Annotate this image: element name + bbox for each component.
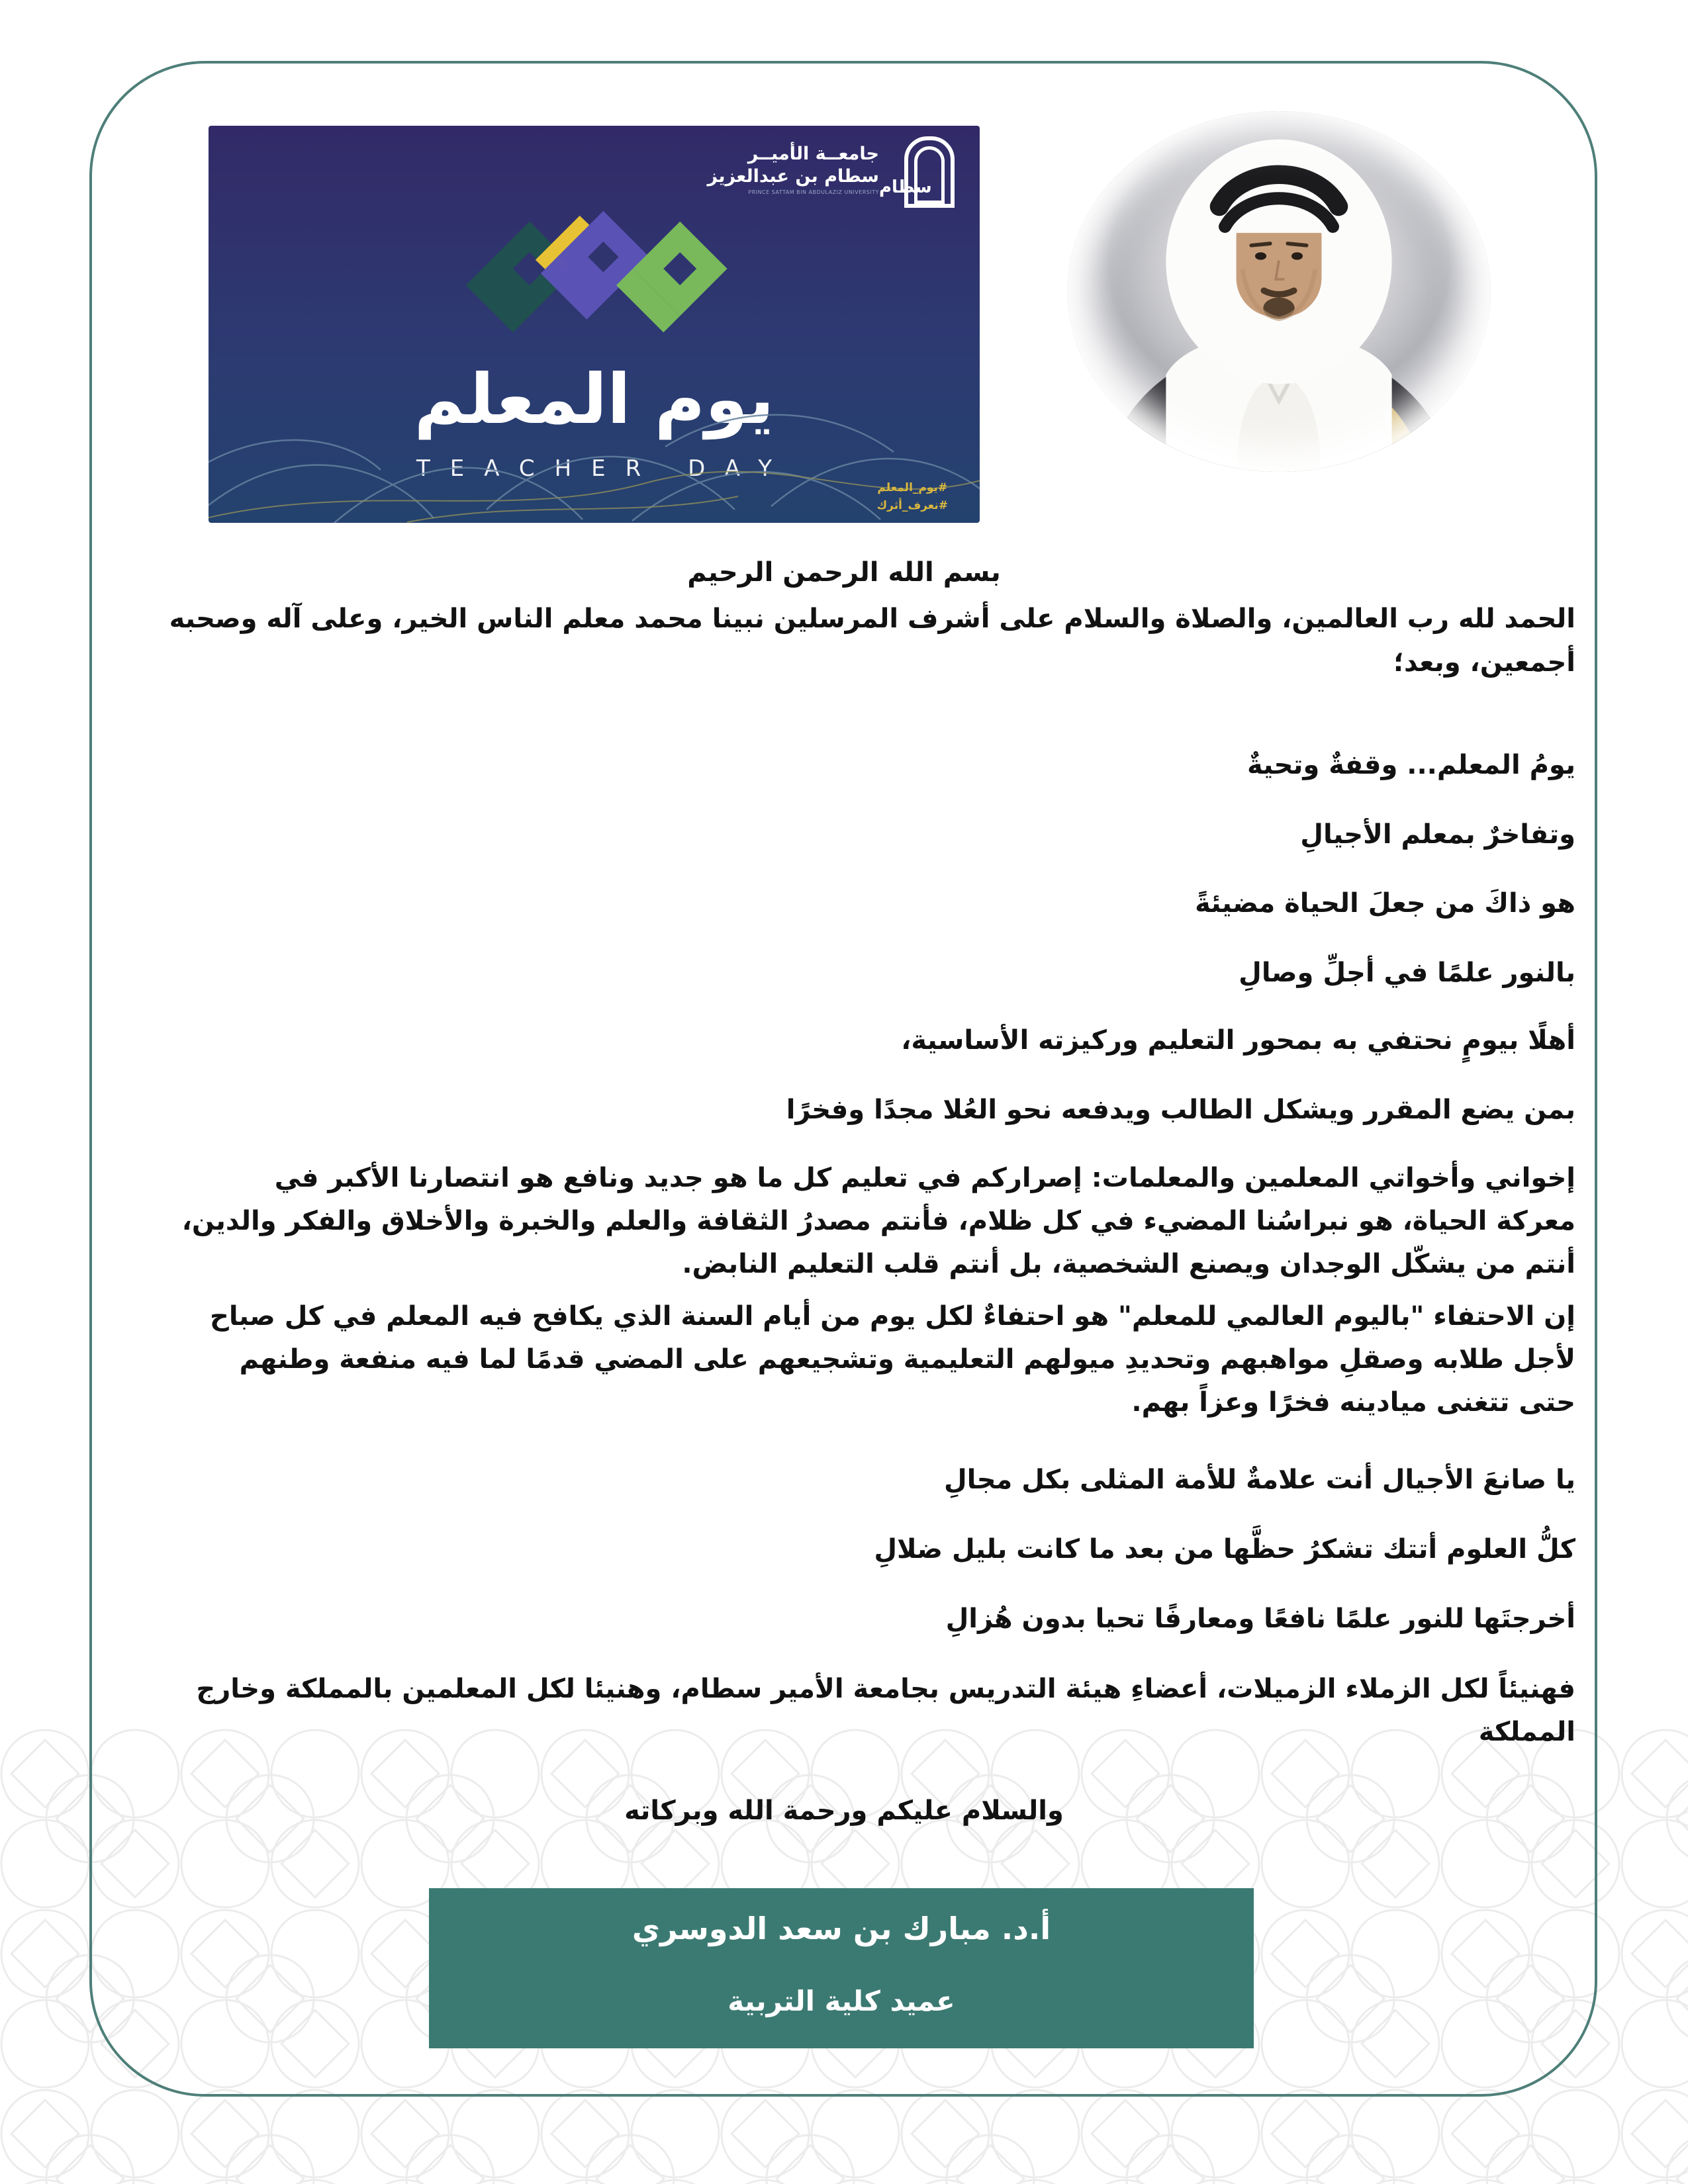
sattam-wordmark: سطام bbox=[879, 177, 932, 197]
university-name-line1: جامعــة الأميــر bbox=[747, 143, 879, 164]
closing-salam-line: والسلام عليكم ورحمة الله وبركاته bbox=[624, 1796, 1064, 1826]
teacher-day-banner bbox=[209, 126, 980, 523]
teachers-paragraph-line: إخواني وأخواتي المعلمين والمعلمات: إصراركم في تعليم كل ما هو جديد ونافع هو انتصارنا الأكبر في bbox=[274, 1163, 1575, 1193]
meem-letters-logo-icon bbox=[439, 204, 750, 340]
poem-line: هو ذاكَ من جعلَ الحياة مضيئةً bbox=[1195, 888, 1575, 919]
wave-decoration bbox=[209, 407, 980, 523]
poem-line: يومُ المعلم... وقفةٌ وتحيةٌ bbox=[1247, 750, 1575, 780]
banner-title-arabic: يوم المعلم bbox=[414, 359, 774, 439]
teachers-paragraph-line: أنتم من يشكّل الوجدان ويصنع الشخصية، بل أنتم قلب التعليم النابض. bbox=[682, 1249, 1575, 1279]
campaign-hashtags bbox=[877, 479, 948, 515]
intro-line: أجمعين، وبعد؛ bbox=[1393, 647, 1575, 678]
hashtag-line2: #نعرف_أثرك bbox=[876, 498, 948, 512]
celebration-paragraph-line: إن الاحتفاء "باليوم العالمي للمعلم" هو احتفاءٌ لكل يوم من أيام السنة الذي يكافح فيه المعلم في كل صباح bbox=[209, 1301, 1575, 1332]
dean-title: عميد كلية التربية bbox=[727, 1985, 955, 2017]
celebration-paragraph-line: حتى تتغنى ميادينه فخرًا وعزاً بهم. bbox=[1131, 1387, 1575, 1418]
poem-line: بمن يضع المقرر ويشكل الطالب ويدفعه نحو العُلا مجدًا وفخرًا bbox=[786, 1095, 1575, 1125]
poem-line: بالنور علمًا في أجلِّ وصالِ bbox=[1239, 958, 1575, 988]
university-name-line2: سطام بن عبدالعزيز bbox=[707, 165, 879, 187]
signature-box bbox=[429, 1888, 1254, 2048]
university-name-english: PRINCE SATTAM BIN ABDULAZIZ UNIVERSITY bbox=[748, 189, 879, 196]
poem-line: كلُّ العلوم أتتك تشكرُ حظَّها من بعد ما كانت بليل ضلالِ bbox=[874, 1534, 1575, 1565]
poem-line: وتفاخرٌ بمعلم الأجيالِ bbox=[1300, 819, 1575, 850]
bismillah-line: بسم الله الرحمن الرحيم bbox=[687, 557, 1001, 588]
poem-line: أخرجتَها للنور علمًا نافعًا ومعارفًا تحيا بدون هُزالِ bbox=[945, 1604, 1575, 1634]
university-name bbox=[708, 143, 879, 197]
congratulations-line: المملكة bbox=[1478, 1717, 1575, 1747]
university-arch-icon bbox=[879, 136, 955, 203]
portrait-illustration bbox=[1067, 111, 1491, 472]
congratulations-line: فهنيئاً لكل الزملاء الزميلات، أعضاءِ هيئة التدريس بجامعة الأمير سطام، وهنيئا لكل المعلمين بالمملكة وخارج bbox=[196, 1674, 1575, 1704]
celebration-paragraph-line: لأجل طلابه وصقلِ مواهبهم وتحديدِ ميولهم التعليمية وتشجيعهم على المضي قدمًا لما فيه منفعة وطنهم bbox=[239, 1344, 1575, 1375]
banner-title-english: TEACHER DAY bbox=[416, 455, 792, 482]
poem-line: أهلًا بيومٍ نحتفي به بمحور التعليم وركيزته الأساسية، bbox=[901, 1025, 1575, 1056]
dean-portrait-photo bbox=[1067, 111, 1491, 472]
university-logo bbox=[708, 136, 955, 203]
poem-line: يا صانعَ الأجيال أنت علامةٌ للأمة المثلى بكل مجالِ bbox=[943, 1465, 1575, 1495]
teachers-paragraph-line: معركة الحياة، هو نبراسُنا المضيء في كل ظلام، فأنتم مصدرُ الثقافة والعلم والخبرة والأخلاق والفكر والدين، bbox=[181, 1206, 1575, 1236]
hashtag-line1: #يوم_المعلم bbox=[877, 480, 948, 494]
intro-line: الحمد لله رب العالمين، والصلاة والسلام على أشرف المرسلين نبينا محمد معلم الناس الخير، وعلى آله وصحبه bbox=[169, 604, 1575, 634]
dean-name: أ.د. مبارك بن سعد الدوسري bbox=[632, 1911, 1051, 1946]
